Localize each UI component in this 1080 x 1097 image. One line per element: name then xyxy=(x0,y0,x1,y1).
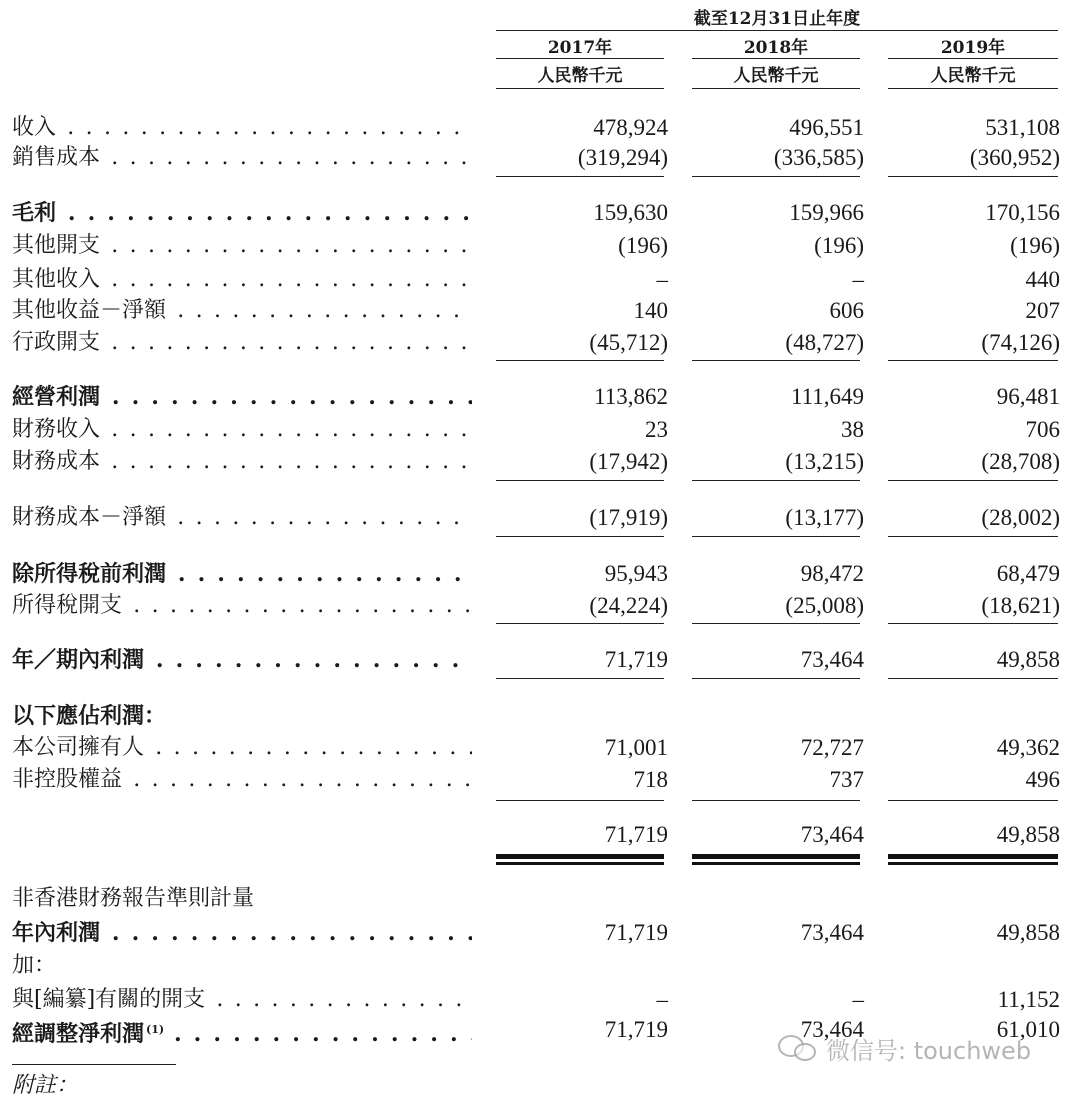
value-cell-2017: 71,719 xyxy=(604,1017,668,1042)
table-row xyxy=(0,701,1080,731)
row-label xyxy=(12,503,472,533)
subtotal-rule xyxy=(496,360,664,361)
value-cell-2017: (17,942) xyxy=(589,449,668,474)
value-cell-2017: 71,001 xyxy=(604,735,668,760)
note-marker: (1) xyxy=(146,1023,165,1036)
value-cell-2019: 49,858 xyxy=(996,920,1060,945)
total-double-rule xyxy=(496,862,664,865)
subtotal-rule xyxy=(496,480,664,481)
table-row xyxy=(0,951,1080,981)
total-double-rule xyxy=(692,854,860,859)
value-cell-2019: 706 xyxy=(1025,417,1060,442)
value-cell-2018: – xyxy=(852,267,864,292)
row-label xyxy=(12,1015,472,1045)
row-label xyxy=(12,985,472,1015)
value-cell-2017: 113,862 xyxy=(594,384,668,409)
row-label-text: 銷售成本 xyxy=(12,145,101,170)
total-double-rule xyxy=(496,854,664,859)
value-cell-2019: 531,108 xyxy=(985,115,1060,140)
table-row xyxy=(0,296,1080,326)
value-cell-2017: 23 xyxy=(645,417,668,442)
footnote-divider xyxy=(12,1064,176,1065)
year-2019-rule xyxy=(888,58,1058,59)
row-label-text: 其他開支 xyxy=(12,233,101,258)
subtotal-rule xyxy=(692,678,860,679)
value-cell-2017: – xyxy=(656,267,668,292)
value-cell-2017: 718 xyxy=(633,767,668,792)
year-2017-header: 2017年 xyxy=(547,38,613,58)
table-row xyxy=(0,820,1080,850)
currency-2019-rule xyxy=(888,88,1058,89)
subtotal-rule xyxy=(692,176,860,177)
table-row xyxy=(0,559,1080,589)
value-cell-2019: 49,858 xyxy=(996,647,1060,672)
row-label-text xyxy=(12,822,14,847)
subtotal-rule xyxy=(888,360,1058,361)
row-label-text: 財務成本 xyxy=(12,449,101,474)
value-cell-2018: – xyxy=(852,987,864,1012)
row-label-text: 除所得稅前利潤 xyxy=(12,561,167,587)
subtotal-rule xyxy=(888,480,1058,481)
value-cell-2018: (48,727) xyxy=(785,330,864,355)
row-label xyxy=(12,951,472,981)
value-cell-2018: 98,472 xyxy=(800,561,864,586)
row-label-text: 收入 xyxy=(12,115,57,140)
row-label xyxy=(12,296,472,326)
value-cell-2019: 440 xyxy=(1025,267,1060,292)
row-label-text: 非香港財務報告準則計量 xyxy=(12,886,255,911)
currency-2017-rule xyxy=(496,88,664,89)
value-cell-2018: 496,551 xyxy=(789,115,864,140)
value-cell-2018: 72,727 xyxy=(800,735,864,760)
subtotal-rule xyxy=(888,623,1058,624)
watermark xyxy=(778,1030,1031,1066)
value-cell-2017: (319,294) xyxy=(577,145,668,170)
table-row xyxy=(0,198,1080,228)
value-cell-2018: 73,464 xyxy=(800,1017,864,1042)
value-cell-2019: (28,708) xyxy=(981,449,1060,474)
value-cell-2018: 606 xyxy=(829,298,864,323)
total-double-rule xyxy=(692,862,860,865)
value-cell-2017: 159,630 xyxy=(593,200,668,225)
subtotal-rule xyxy=(496,800,664,801)
row-label xyxy=(12,265,472,295)
row-label-text: 非控股權益 xyxy=(12,767,123,792)
row-label xyxy=(12,382,472,412)
value-cell-2017: 71,719 xyxy=(604,920,668,945)
subtotal-rule xyxy=(692,623,860,624)
value-cell-2018: (25,008) xyxy=(785,593,864,618)
subtotal-rule xyxy=(496,536,664,537)
subtotal-rule xyxy=(496,678,664,679)
value-cell-2019: 496 xyxy=(1025,767,1060,792)
value-cell-2017: (24,224) xyxy=(589,593,668,618)
currency-2018-header: 人民幣千元 xyxy=(733,66,819,86)
subtotal-rule xyxy=(692,800,860,801)
table-row xyxy=(0,645,1080,675)
value-cell-2019: 49,858 xyxy=(996,822,1060,847)
value-cell-2019: (196) xyxy=(1010,233,1060,258)
row-label xyxy=(12,701,472,731)
value-cell-2017: (45,712) xyxy=(589,330,668,355)
table-row xyxy=(0,415,1080,445)
table-row xyxy=(0,265,1080,295)
value-cell-2018: 111,649 xyxy=(790,384,864,409)
value-cell-2017: (17,919) xyxy=(589,505,668,530)
value-cell-2019: 11,152 xyxy=(997,987,1060,1012)
table-row xyxy=(0,382,1080,412)
footnote-heading: 附註： xyxy=(12,1073,79,1097)
row-label-text: 毛利 xyxy=(12,200,57,226)
value-cell-2019: 68,479 xyxy=(996,561,1060,586)
table-row xyxy=(0,113,1080,143)
row-label xyxy=(12,820,472,850)
value-cell-2018: 73,464 xyxy=(800,647,864,672)
value-cell-2019: 170,156 xyxy=(985,200,1060,225)
table-row xyxy=(0,985,1080,1015)
row-label xyxy=(12,765,472,795)
total-double-rule xyxy=(888,862,1058,865)
row-label xyxy=(12,328,472,358)
year-2018-rule xyxy=(692,58,860,59)
year-2019-header: 2019年 xyxy=(940,38,1006,58)
value-cell-2017: 71,719 xyxy=(604,822,668,847)
subtotal-rule xyxy=(692,360,860,361)
value-cell-2019: (28,002) xyxy=(981,505,1060,530)
row-label xyxy=(12,143,472,173)
row-label-text: 財務成本－淨額 xyxy=(12,505,167,530)
value-cell-2017: 140 xyxy=(633,298,668,323)
table-row xyxy=(0,884,1080,914)
row-label xyxy=(12,591,472,621)
period-header-rule xyxy=(496,30,1058,31)
subtotal-rule xyxy=(888,536,1058,537)
row-label xyxy=(12,198,472,228)
value-cell-2018: (13,215) xyxy=(785,449,864,474)
row-label-text: 其他收入 xyxy=(12,267,101,292)
value-cell-2019: (360,952) xyxy=(969,145,1060,170)
value-cell-2019: 49,362 xyxy=(996,735,1060,760)
row-label-text: 所得稅開支 xyxy=(12,593,123,618)
period-header: 截至12月31日止年度 xyxy=(693,9,861,29)
table-row xyxy=(0,503,1080,533)
currency-2018-rule xyxy=(692,88,860,89)
wechat-icon xyxy=(778,1031,820,1065)
value-cell-2018: 38 xyxy=(841,417,864,442)
row-label xyxy=(12,415,472,445)
row-label xyxy=(12,918,472,948)
value-cell-2019: 207 xyxy=(1025,298,1060,323)
row-label-text: 行政開支 xyxy=(12,330,101,355)
table-row xyxy=(0,733,1080,763)
value-cell-2018: 73,464 xyxy=(800,822,864,847)
year-2017-rule xyxy=(496,58,664,59)
currency-2017-header: 人民幣千元 xyxy=(537,66,623,86)
row-label-text: 財務收入 xyxy=(12,417,101,442)
value-cell-2017: 95,943 xyxy=(604,561,668,586)
row-label-text: 經調整淨利潤 xyxy=(12,1021,146,1045)
row-label xyxy=(12,645,472,675)
row-label-text: 經營利潤 xyxy=(12,384,101,410)
row-label xyxy=(12,447,472,477)
subtotal-rule xyxy=(496,176,664,177)
row-label-text: 其他收益－淨額 xyxy=(12,298,167,323)
value-cell-2017: – xyxy=(656,987,668,1012)
row-label xyxy=(12,231,472,261)
table-row xyxy=(0,765,1080,795)
value-cell-2019: (74,126) xyxy=(981,330,1060,355)
row-label xyxy=(12,733,472,763)
subtotal-rule xyxy=(888,678,1058,679)
value-cell-2018: (336,585) xyxy=(773,145,864,170)
value-cell-2017: 478,924 xyxy=(593,115,668,140)
value-cell-2018: 159,966 xyxy=(789,200,864,225)
row-label-text: 年內利潤 xyxy=(12,920,101,946)
year-2018-header: 2018年 xyxy=(743,38,809,58)
row-label xyxy=(12,559,472,589)
row-label xyxy=(12,113,472,143)
value-cell-2019: 96,481 xyxy=(996,384,1060,409)
subtotal-rule xyxy=(888,176,1058,177)
subtotal-rule xyxy=(692,480,860,481)
value-cell-2019: 61,010 xyxy=(996,1017,1060,1042)
total-double-rule xyxy=(888,854,1058,859)
table-row xyxy=(0,918,1080,948)
table-row xyxy=(0,447,1080,477)
row-label xyxy=(12,884,472,914)
value-cell-2019: (18,621) xyxy=(981,593,1060,618)
table-row xyxy=(0,591,1080,621)
value-cell-2017: (196) xyxy=(618,233,668,258)
value-cell-2018: (196) xyxy=(814,233,864,258)
row-label-text: 本公司擁有人 xyxy=(12,735,145,760)
watermark-text: 微信号: touchweb xyxy=(826,1036,1032,1065)
subtotal-rule xyxy=(496,623,664,624)
subtotal-rule xyxy=(692,536,860,537)
value-cell-2018: 737 xyxy=(829,767,864,792)
table-row xyxy=(0,143,1080,173)
row-label-text: 加： xyxy=(12,953,57,978)
row-label-text: 與[編纂]有關的開支 xyxy=(12,987,206,1012)
value-cell-2018: (13,177) xyxy=(785,505,864,530)
value-cell-2018: 73,464 xyxy=(800,920,864,945)
row-label-text: 以下應佔利潤： xyxy=(12,703,167,729)
table-row xyxy=(0,328,1080,358)
row-label-text: 年／期內利潤 xyxy=(12,647,145,673)
subtotal-rule xyxy=(888,800,1058,801)
table-row xyxy=(0,231,1080,261)
value-cell-2017: 71,719 xyxy=(604,647,668,672)
currency-2019-header: 人民幣千元 xyxy=(930,66,1016,86)
